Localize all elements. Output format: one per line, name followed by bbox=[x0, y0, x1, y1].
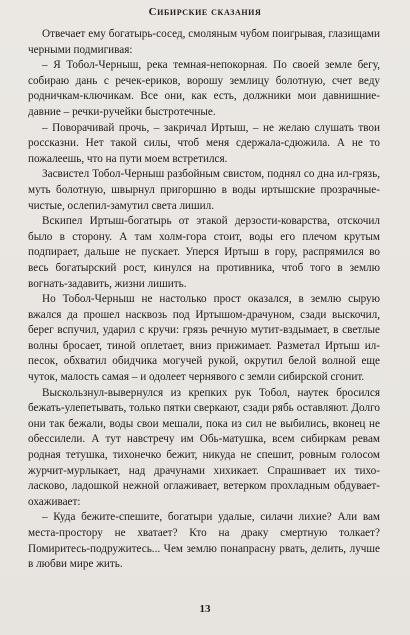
paragraph: – Я Тобол-Черныш, река темная-непокорная. По своей земле бегу, собираю дань с речек-ериков, ворошу землицу болотную, счет веду родничкам-ключикам. Все они, как есть, должники мои давнишние-давние – речки-ручейки быстротечные. bbox=[28, 59, 380, 118]
paragraph: Отвечает ему богатырь-сосед, смоляным чубом поигрывая, глазищами черными подмигивая: bbox=[28, 28, 380, 56]
paragraph: Засвистел Тобол-Черныш разбойным свистом, поднял со дна ил-грязь, муть болотную, швырнул пригоршню в воды иртышские прозрачные-чистые, ослепил-замутил света лишил. bbox=[28, 168, 380, 212]
paragraph: Выскользнул-вывернулся из крепких рук Тобол, наутек бросился бежать-улепетывать, только пятки сверкают, сзади рябь оставляют. Долго они так бежали, воды свои мешали, пока из сил не выбились, вконец не обессилели. А тут навстречу им Обь-матушка, всем сибиркам ревам родная тетушка, тихонечко бежит, никуда не спешит, ровным голосом журчит-мурлыкает, над драчунами хихикает. Спрашивает их тихо-ласково, ладошкой нежной оглаживает, ветерком прохладным обдувает-охаживает: bbox=[28, 386, 380, 508]
page-number: 13 bbox=[199, 603, 211, 615]
paragraph: Но Тобол-Черныш не настолько прост оказался, в землю сырую вжался да прошел насквозь под Иртышом-драчуном, сзади выскочил, берег вспучил, ударил с кручи: грязь речную мутит-вздымает, в светлые волны бросает, тиной оплетает, вниз прижимает. Разметал Иртыш ил-песок, обхватил обидчика могучей рукой, окрутил белой волной еще чуток, малость самая – и одолеет чернявого с земли сибирской сгонит. bbox=[28, 293, 380, 384]
paragraph: – Куда бежите-спешите, богатыри удалые, силачи лихие? Али вам места-простору не хватает? Кто на драку смертную толкает? Помиритесь-подружитесь... Чем землю понапрасну рвать, делить, лучше в любви мире жить. bbox=[28, 511, 380, 571]
running-title: Сибирские сказания bbox=[148, 6, 262, 18]
paragraph: – Поворачивай прочь, – закричал Иртыш, – не желаю слушать твои россказни. Нет такой силы, чтоб меня сдержала-сдюжила. А не то пожалеешь, что на пути моем встретился. bbox=[28, 121, 380, 165]
body-text bbox=[28, 27, 380, 573]
paragraph: Вскипел Иртыш-богатырь от этакой дерзости-коварства, отскочил было в сторону. А там холм-гора стоит, воды его плечом крутым подпирает, дальше не пускает. Уперся Иртыш в гору, распрямился во весь богатырский рост, кинулся на противника, чтоб того в землю вогнать-задавить, жизни лишить. bbox=[28, 215, 380, 290]
